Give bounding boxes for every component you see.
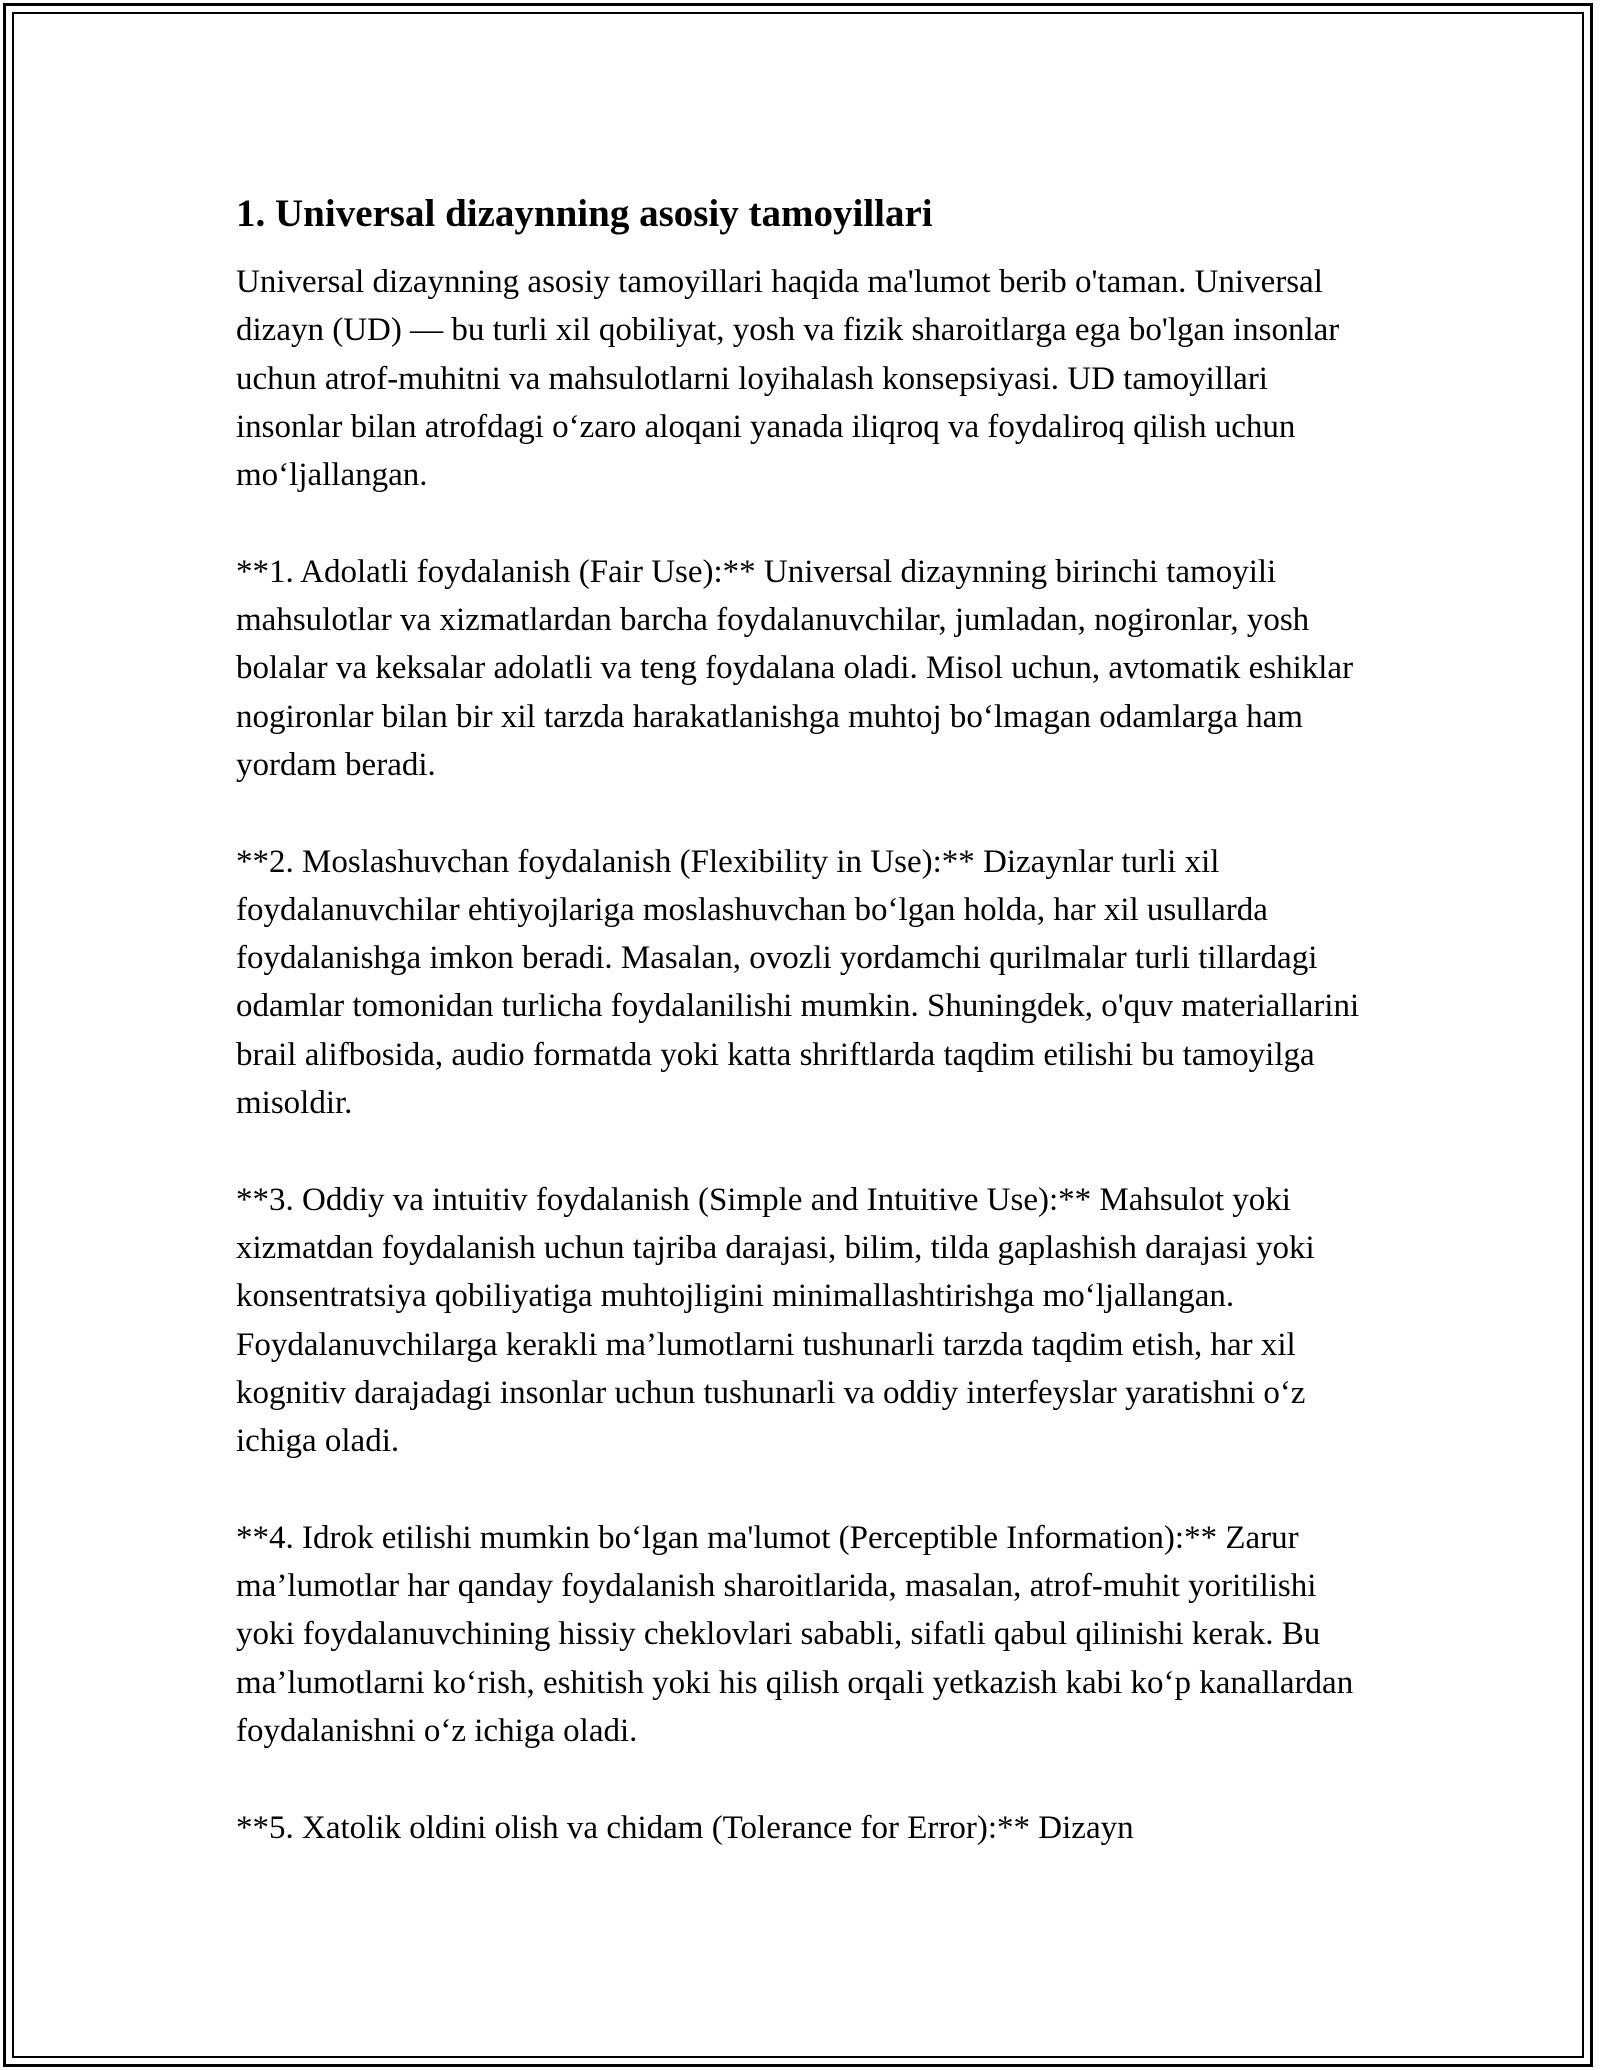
principle-3-paragraph: **3. Oddiy va intuitiv foydalanish (Simple and Intuitive Use):** Mahsulot yoki xizmatdan foydalanish uchun tajriba darajasi, bilim, tilda gaplashish darajasi yoki konsentratsiya qobiliyatiga muhtojligini minimallashtirishga mo‘ljallangan. Foydalanuvchilarga kerakli ma’lumotlarni tushunarli tarzda taqdim etish, har xil kognitiv darajadagi insonlar uchun tushunarli va oddiy interfeyslar yaratishni o‘z ichiga oladi. (236, 1181, 1315, 1460)
principle-2-paragraph: **2. Moslashuvchan foydalanish (Flexibility in Use):** Dizaynlar turli xil foydalanuvchilar ehtiyojlariga moslashuvchan bo‘lgan holda, har xil usullarda foydalanishga imkon beradi. Masalan, ovozli yordamchi qurilmalar turli tillardagi odamlar tomonidan turlicha foydalanilishi mumkin. Shuningdek, o'quv materiallarini brail alifbosida, audio formatda yoki katta shriftlarda taqdim etilishi bu tamoyilga misoldir. (236, 843, 1360, 1122)
principle-5-paragraph: **5. Xatolik oldini olish va chidam (Tolerance for Error):** Dizayn (236, 1809, 1134, 1846)
principle-4-paragraph: **4. Idrok etilishi mumkin bo‘lgan ma'lumot (Perceptible Information):** Zarur ma’lumotlar har qanday foydalanish sharoitlarida, masalan, atrof-muhit yoritilishi yoki foydalanuvchining hissiy cheklovlari sababli, sifatli qabul qilinishi kerak. Bu ma’lumotlarni ko‘rish, eshitish yoki his qilish orqali yetkazish kabi ko‘p kanallardan foydalanishni o‘z ichiga oladi. (236, 1519, 1354, 1749)
principle-1-paragraph: **1. Adolatli foydalanish (Fair Use):** Universal dizaynning birinchi tamoyili mahsulotlar va xizmatlardan barcha foydalanuvchilar, jumladan, nogironlar, yosh bolalar va keksalar adolatli va teng foydalana oladi. Misol uchun, avtomatik eshiklar nogironlar bilan bir xil tarzda harakatlanishga muhtoj bo‘lmagan odamlarga ham yordam beradi. (236, 553, 1354, 783)
intro-paragraph: Universal dizaynning asosiy tamoyillari haqida ma'lumot berib o'taman. Universal dizayn (UD) — bu turli xil qobiliyat, yosh va fizik sharoitlarga ega bo'lgan insonlar uchun atrof-muhitni va mahsulotlarni loyihalash konsepsiyasi. UD tamoyillari insonlar bilan atrofdagi o‘zaro aloqani yanada iliqroq va foydaliroq qilish uchun mo‘ljallangan. (236, 264, 1340, 494)
document-heading: 1. Universal dizaynning asosiy tamoyillari (236, 192, 933, 235)
document-body (236, 186, 1366, 1852)
